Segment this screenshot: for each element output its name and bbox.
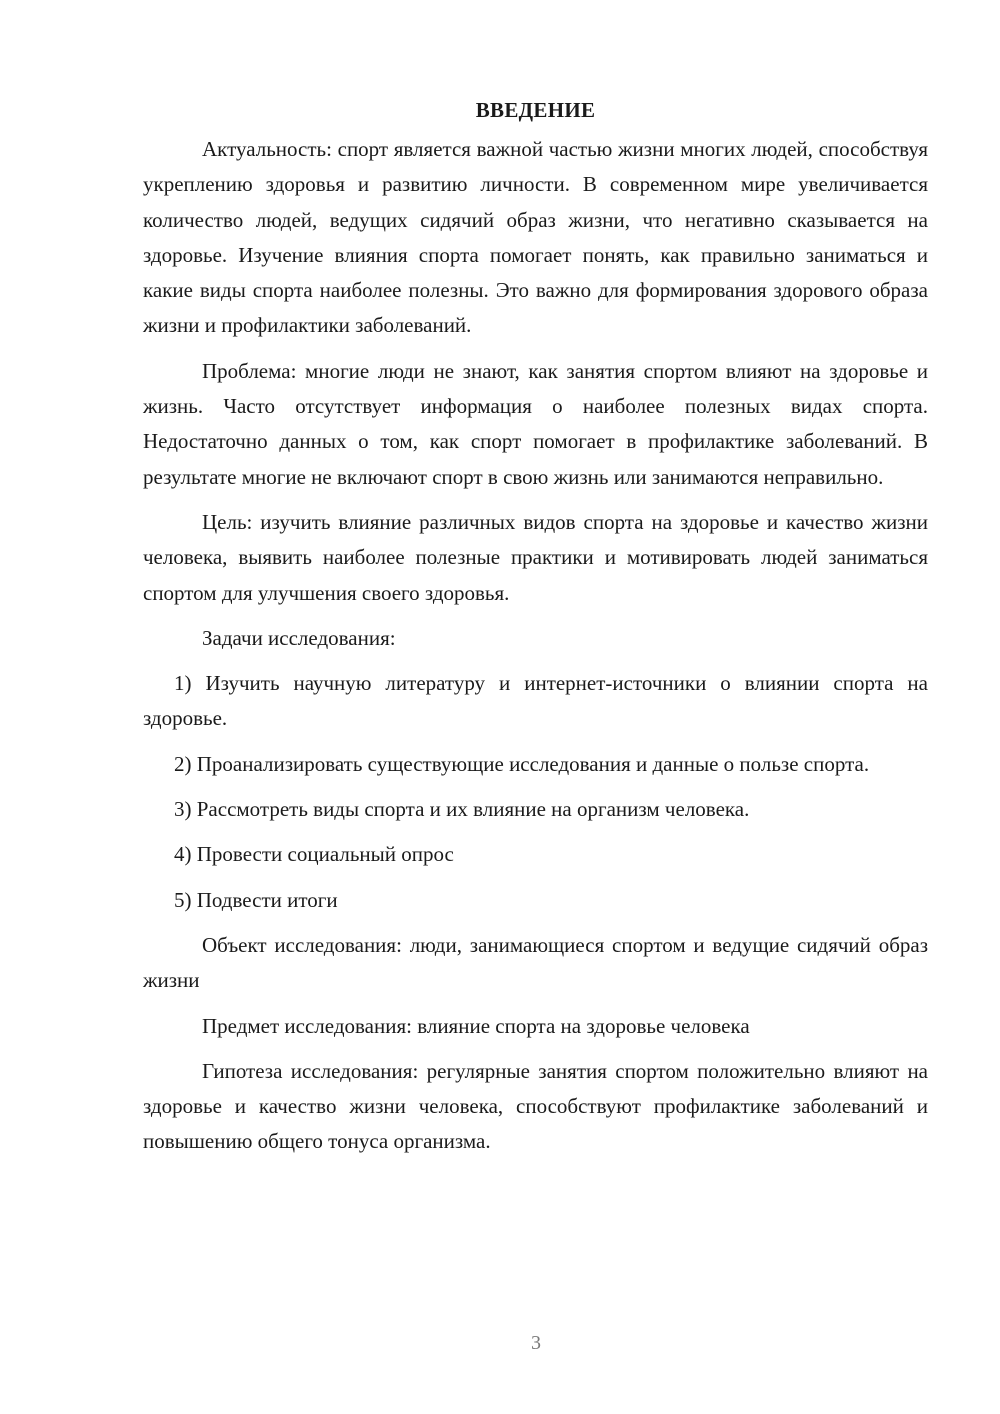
paragraph-goal: Цель: изучить влияние различных видов спорта на здоровье и качество жизни человека, выявить наиболее полезные практики и мотивировать людей заниматься спортом для улучшения своего здоровья. [143,509,928,605]
paragraph-problem: Проблема: многие люди не знают, как занятия спортом влияют на здоровье и жизнь. Часто отсутствует информация о наиболее полезных видах спорта. Недостаточно данных о том, как спорт помогает в профилактике заболеваний. В результате многие не включают спорт в свою жизнь или занимаются неправильно. [143,358,928,489]
task-item-2: 2) Проанализировать существующие исследования и данные о пользе спорта. [174,751,870,776]
document-page [143,92,928,1160]
task-item-3: 3) Рассмотреть виды спорта и их влияние на организм человека. [174,797,750,822]
task-item-5: 5) Подвести итоги [174,887,338,912]
paragraph-relevance: Актуальность: спорт является важной частью жизни многих людей, способствуя укреплению здоровья и развитию личности. В современном мире увеличивается количество людей, ведущих сидячий образ жизни, что негативно сказывается на здоровье. Изучение влияния спорта помогает понять, как правильно заниматься и какие виды спорта наиболее полезны. Это важно для формирования здорового образа жизни и профилактики заболеваний. [143,137,928,338]
section-heading: ВВЕДЕНИЕ [475,98,596,122]
paragraph-subject: Предмет исследования: влияние спорта на здоровье человека [202,1013,750,1038]
tasks-title: Задачи исследования: [202,625,396,650]
paragraph-object: Объект исследования: люди, занимающиеся спортом и ведущие сидячий образ жизни [143,932,928,993]
task-item-1: 1) Изучить научную литературу и интернет-источники о влиянии спорта на здоровье. [143,671,928,731]
paragraph-hypothesis: Гипотеза исследования: регулярные занятия спортом положительно влияют на здоровье и качество жизни человека, способствуют профилактике заболеваний и повышению общего тонуса организма. [143,1058,928,1154]
task-item-4: 4) Провести социальный опрос [174,842,454,867]
page-number: 3 [531,1332,541,1354]
